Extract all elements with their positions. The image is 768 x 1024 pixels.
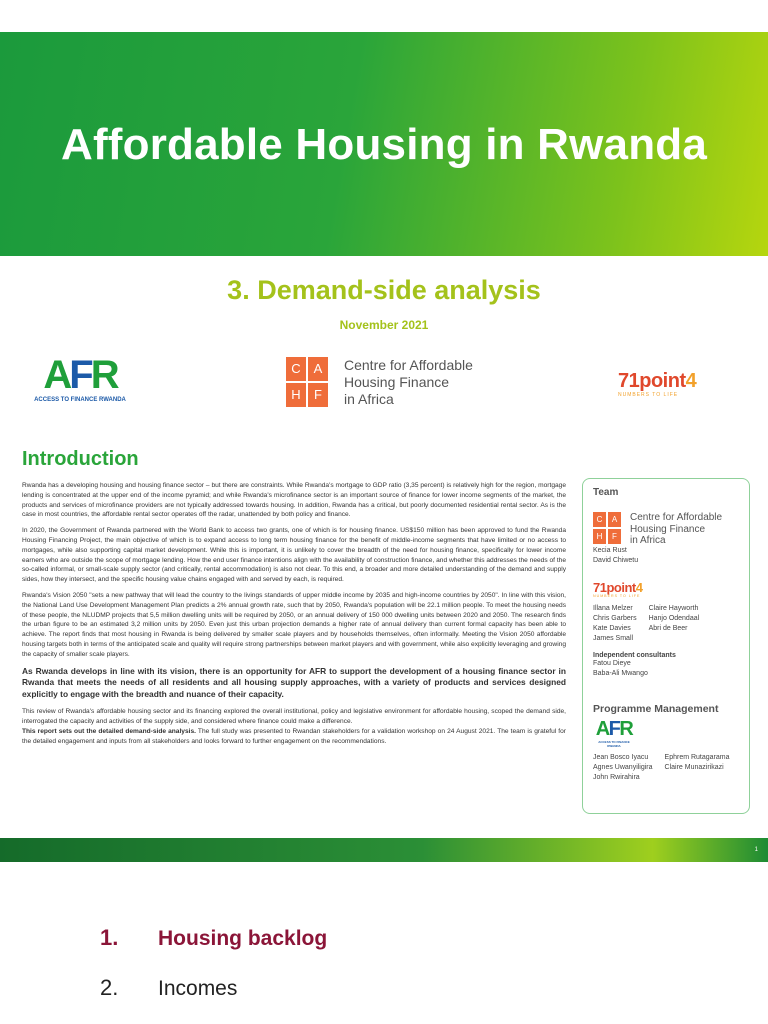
team-panel <box>582 478 750 814</box>
intro-highlight: As Rwanda develops in line with its vision, there is an opportunity for AFR to support the development of a housing finance sector in Rwanda that meets the needs of all residents and all housing supply approaches, with a variety of products and services designed explicitly to engage with the breadth and nuance of their capacity. <box>22 665 566 699</box>
list-item-number: 2. <box>100 975 119 1000</box>
consultants-heading: Independent consultants <box>593 652 676 659</box>
team-afr-logo: AFR ACCESS TO FINANCE RWANDA <box>595 718 633 748</box>
list-item <box>100 925 327 975</box>
programme-management-heading: Programme Management <box>593 703 719 715</box>
report-date: November 2021 <box>339 318 429 332</box>
71point4-team-names: Illana Melzer Chris Garbers Kate Davies James Small Claire Hayworth Hanjo Odendaal Abri de Beer <box>593 605 700 642</box>
71point4-logo-tagline: NUMBERS TO LIFE <box>618 392 679 398</box>
intro-paragraph: This review of Rwanda's affordable housing sector and its financing explored the overall institutional, policy and legislative environment for affordable housing, scoped the demand side, interrogated the capacity and activities of the supply side, and considered where finance could make a difference. This report sets out the detailed demand-side analysis. The full study was presented to Rwandan stakeholders for a validation workshop on 24 August 2021. The team is grateful for the detailed engagement and inputs from all stakeholders and looks forward to further engagement on the recommendations. <box>22 708 566 745</box>
cahf-logo-grid: C A H F <box>286 357 328 407</box>
page-title: Affordable Housing in Rwanda <box>60 120 708 169</box>
list-item-number: 1. <box>100 925 119 950</box>
page-number: 1 <box>754 847 758 853</box>
intro-paragraph: Rwanda has a developing housing and housing finance sector – but there are constraints. While Rwanda's mortgage to GDP ratio (3,35 percent) is relatively high for the region, mortgage lending is concentrated at the upper end of the income pyramid; and while Rwanda's microfinance sector is an important source of finance for lower income segments of the market, the products and services of microfinance providers are not typically addressed towards housing. In addition, Rwanda has a critical, but poorly documented residential rental sector. As is the case in most countries, the affordable rental sector operates off the radar, unattended by both policy and finance. <box>22 482 566 519</box>
title-banner <box>0 32 768 256</box>
team-heading: Team <box>593 487 619 498</box>
introduction-body <box>22 481 566 747</box>
list-item <box>100 975 327 1024</box>
list-item-label: Incomes <box>158 977 238 1000</box>
intro-paragraph: In 2020, the Government of Rwanda partnered with the World Bank to access two grants, one of which is for housing finance. US$150 million has been approved to fund the Rwanda Housing Financing Project, the main objective of which is to expand access to long term housing finance for the benefit of middle-income segments that have limited or no access to mortgages, while also supporting capital market development. While this is important, it is unlikely to cover the breadth of the need for housing finance, specifically for lower income earners who are outside the scope of mortgage lending. How the end user finance intentions align with the availability of construction finance, and whether this addresses the needs of the so-called informal, or small-scale supply sector (and critically, rental accommodation) is also not clear. To this end, a broader and more detailed understanding of the demand and supply sides, how they intersect, and the specific housing value chains engaged with and served by each, is required. <box>22 527 566 584</box>
consultant-names: Fatou Dieye Baba-Ali Mwango <box>593 660 648 677</box>
programme-names: Jean Bosco Iyacu Agnes Uwanyiligira John Rwirahira Ephrem Rutagarama Claire Munazirikazi <box>593 754 730 781</box>
report-subtitle: 3. Demand-side analysis <box>227 275 541 305</box>
intro-paragraph: Rwanda's Vision 2050 "sets a new pathway that will lead the country to the livings standards of upper middle income by 2035 and high-income countries by 2050". In line with this vision, the National Land Use Development Management Plan predicts a 2% annual growth rate, such that by 2050, Rwanda's population will be 22.1 million people. To meet the housing needs of these people, the NLUDMP projects that 5,5 million dwelling units will be required by 2050, or an annual delivery of 150 000 dwelling units between 2020 and 2050. The research finds the urban figure to be an estimated 3,2 million units by 2050. Even just this urban projection demands a higher rate of annual delivery than current formal capacity has been able to achieve. The report finds that most housing in Rwanda is being delivered by smaller scale players and by households themselves, often informally. Meeting the Vision 2050 affordable housing targets both in terms of the anticipated scale and quality will require strong partnerships between market players and with government, while also explicitly leveraging and growing the capacity of smaller scale players. <box>22 591 566 658</box>
afr-logo-caption: ACCESS TO FINANCE RWANDA <box>34 397 126 403</box>
list-item-label: Housing backlog <box>158 927 328 950</box>
71point4-logo-mark: 71point4 <box>618 370 697 392</box>
team-71point4-logo: 71point4 NUMBERS TO LIFE <box>593 580 643 598</box>
afr-logo-mark: AFR <box>43 353 117 397</box>
contents-list <box>100 925 327 1024</box>
footer-bar <box>0 838 768 862</box>
71point4-logo <box>618 370 710 404</box>
cahf-logo <box>286 357 486 409</box>
afr-logo <box>34 355 126 411</box>
cahf-logo-text: Centre for Affordable Housing Finance in Africa <box>344 357 473 407</box>
introduction-heading: Introduction <box>22 448 139 470</box>
cahf-team-names: Kecia Rust David Chiwetu <box>593 547 639 564</box>
team-cahf-logo: C A H F Centre for Affordable Housing Finance in Africa <box>593 512 739 546</box>
